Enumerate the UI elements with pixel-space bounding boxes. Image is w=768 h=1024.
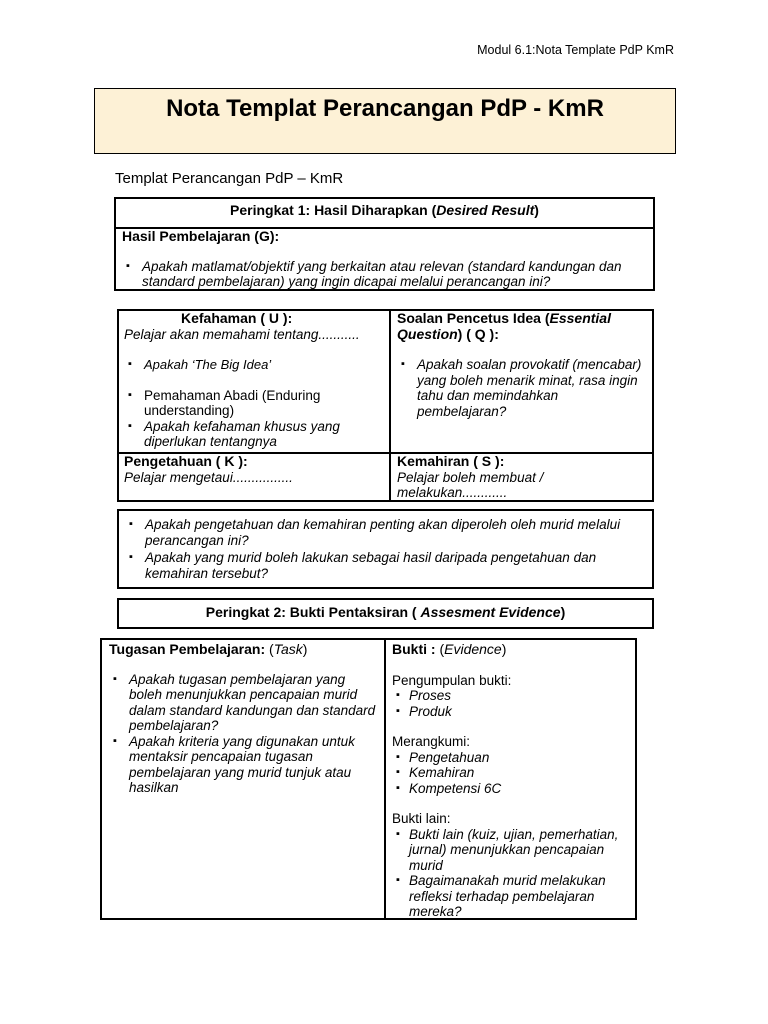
list-item: ▪ Pemahaman Abadi (Enduring understanding) [124, 388, 388, 419]
knowledge-cell [124, 454, 388, 485]
stage2-heading: Peringkat 2: Bukti Pentaksiran ( Assesment Evidence) [205, 604, 566, 620]
grid-divider-v [389, 311, 391, 500]
skills-intro: Pelajar boleh membuat / melakukan............ [397, 469, 544, 500]
knowledge-label: Pengetahuan ( K ): [124, 453, 248, 469]
list-item: ▪ Bagaimanakah murid melakukan refleksi terhadap pembelajaran mereka? [392, 873, 637, 920]
evidence-other-label: Bukti lain: [392, 811, 451, 826]
ks-questions-list [125, 517, 646, 581]
evidence-collect-list [392, 688, 637, 719]
subtitle: Templat Perancangan PdP – KmR [115, 170, 344, 187]
list-item: ▪ Pengetahuan [392, 750, 637, 766]
module-header: Modul 6.1:Nota Template PdP KmR [477, 43, 674, 57]
list-item: ▪ Bukti lain (kuiz, ujian, pemerhatian, jurnal) menunjukkan pencapaian murid [392, 827, 637, 874]
task-label: Tugasan Pembelajaran: (Task) [109, 641, 308, 657]
task-evidence-grid [100, 638, 637, 920]
skills-label: Kemahiran ( S ): [397, 453, 505, 469]
stage1-heading-box [114, 197, 655, 229]
task-cell [109, 642, 381, 796]
understanding-cell [124, 311, 388, 450]
outcome-box [114, 227, 655, 291]
list-item: ▪ Apakah matlamat/objektif yang berkaitan atau relevan (standard kandungan dan standard pembelajaran) yang ingin dicapai melalui perancangan ini? [122, 259, 647, 290]
understanding-label: Kefahaman ( U ): [181, 310, 293, 326]
understanding-intro: Pelajar akan memahami tentang........... [124, 326, 360, 342]
evidence-summary-label: Merangkumi: [392, 734, 471, 749]
list-item: ▪ Kemahiran [392, 765, 637, 781]
list-item: ▪ Apakah ‘The Big Idea’ [124, 357, 388, 373]
stage1-heading: Peringkat 1: Hasil Diharapkan (Desired Result) [230, 202, 539, 218]
ks-questions-box [117, 509, 654, 589]
list-item: ▪ Apakah kriteria yang digunakan untuk mentaksir pencapaian tugasan pembelajaran yang murid tunjuk atau hasilkan [109, 734, 381, 796]
essential-cell [397, 311, 649, 419]
list-item: ▪ Apakah kefahaman khusus yang diperlukan tentangnya [124, 419, 388, 450]
list-item: ▪ Apakah soalan provokatif (mencabar) yang boleh menarik minat, rasa ingin tahu dan memindahkan pembelajaran? [397, 357, 649, 419]
evidence-other-list [392, 827, 637, 920]
page-title: Nota Templat Perancangan PdP - KmR [166, 95, 604, 122]
evidence-summary-list [392, 750, 637, 797]
evidence-label: Bukti : (Evidence) [392, 641, 507, 657]
skills-cell [397, 454, 597, 501]
list-item: ▪ Produk [392, 704, 637, 720]
outcome-list [122, 259, 647, 290]
understanding-list [124, 357, 388, 450]
essential-label: Soalan Pencetus Idea (Essential Question) ( Q ): [397, 310, 611, 342]
list-item: ▪ Apakah tugasan pembelajaran yang boleh menunjukkan pencapaian murid dalam standard kandungan dan standard pembelajaran? [109, 672, 381, 734]
grid-divider-v [384, 640, 386, 918]
essential-list [397, 357, 649, 419]
list-item: ▪ Apakah pengetahuan dan kemahiran penting akan diperoleh oleh murid melalui perancangan ini? [125, 517, 646, 548]
evidence-collect-label: Pengumpulan bukti: [392, 672, 512, 688]
uqks-grid [117, 309, 654, 502]
list-item: ▪ Apakah yang murid boleh lakukan sebagai hasil daripada pengetahuan dan kemahiran tersebut? [125, 550, 646, 581]
knowledge-intro: Pelajar mengetaui................ [124, 469, 293, 485]
stage2-heading-box [117, 598, 654, 629]
outcome-label: Hasil Pembelajaran (G): [122, 228, 280, 244]
evidence-cell [392, 642, 637, 920]
task-list [109, 672, 381, 796]
title-box [94, 88, 676, 154]
list-item: ▪ Proses [392, 688, 637, 704]
list-item: ▪ Kompetensi 6C [392, 781, 637, 797]
